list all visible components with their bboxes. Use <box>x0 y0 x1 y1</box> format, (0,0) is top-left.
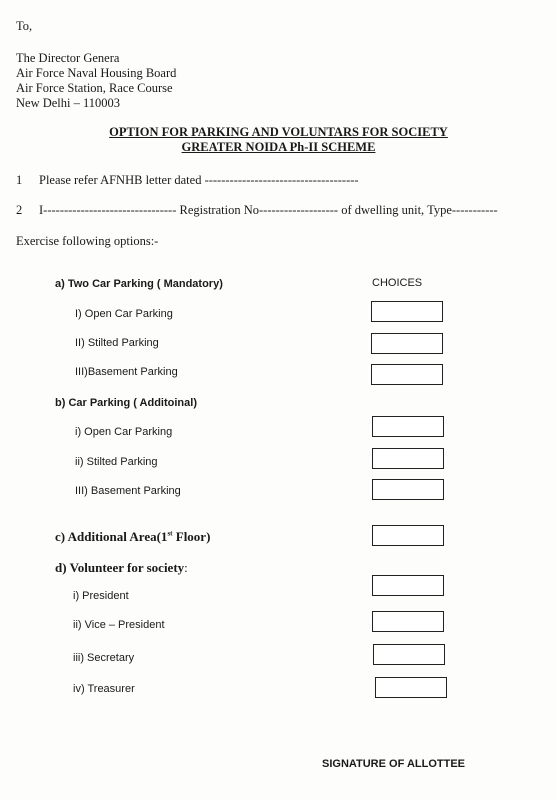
choice-box-treasurer[interactable] <box>375 677 447 698</box>
address-line-2: Air Force Naval Housing Board <box>16 66 177 80</box>
section-c-title-suffix: Floor) <box>172 529 211 544</box>
choice-box-additional-area[interactable] <box>372 525 444 546</box>
section-b-option-1: i) Open Car Parking <box>75 426 173 438</box>
item-2-text: I-------------------------------- Registration No------------------- of dwelling unit, Type----------- <box>39 203 498 217</box>
section-c-title-prefix: c) Additional Area(1 <box>55 529 168 544</box>
section-b-option-2: ii) Stilted Parking <box>75 456 158 468</box>
section-d-option-4: iv) Treasurer <box>73 683 135 695</box>
title-line-1: OPTION FOR PARKING AND VOLUNTARS FOR SOCIETY <box>109 125 448 139</box>
to-label: To, <box>16 19 33 33</box>
address-line-4: New Delhi – 110003 <box>16 96 121 110</box>
signature-label: SIGNATURE OF ALLOTTEE <box>322 758 465 770</box>
title-line-2: GREATER NOIDA Ph-II SCHEME <box>181 140 376 154</box>
choice-box-basement-parking-b[interactable] <box>372 479 444 500</box>
choice-box-stilted-parking-b[interactable] <box>372 448 444 469</box>
section-b-title: b) Car Parking ( Additoinal) <box>55 397 197 409</box>
item-1-text: Please refer AFNHB letter dated ------------------------------------- <box>39 173 359 187</box>
choice-box-secretary[interactable] <box>373 644 445 665</box>
choice-box-president[interactable] <box>372 575 444 596</box>
section-d-option-2: ii) Vice – President <box>73 619 165 631</box>
choice-box-open-parking-a[interactable] <box>371 301 443 322</box>
choice-box-stilted-parking-a[interactable] <box>371 333 443 354</box>
section-c-title-superscript: st <box>167 529 173 538</box>
section-d-title-colon: : <box>184 560 188 575</box>
section-d-option-1: i) President <box>73 590 129 602</box>
address-line-1: The Director Genera <box>16 51 120 65</box>
section-a-option-3: III)Basement Parking <box>75 366 178 378</box>
section-c-title <box>55 529 210 545</box>
section-a-option-2: II) Stilted Parking <box>75 337 159 349</box>
choice-box-basement-parking-a[interactable] <box>371 364 443 385</box>
section-a-title: a) Two Car Parking ( Mandatory) <box>55 278 223 290</box>
choice-box-open-parking-b[interactable] <box>372 416 444 437</box>
exercise-options-label: Exercise following options:- <box>16 234 159 248</box>
choice-box-vice-president[interactable] <box>372 611 444 632</box>
section-b-option-3: III) Basement Parking <box>75 485 181 497</box>
section-d-title <box>55 560 188 576</box>
section-a-option-1: I) Open Car Parking <box>75 308 173 320</box>
section-d-option-3: iii) Secretary <box>73 652 135 664</box>
item-1-number: 1 <box>16 173 23 187</box>
address-line-3: Air Force Station, Race Course <box>16 81 173 95</box>
choices-header: CHOICES <box>372 277 423 289</box>
section-d-title-text: d) Volunteer for society <box>55 560 185 575</box>
item-2-number: 2 <box>16 203 23 217</box>
